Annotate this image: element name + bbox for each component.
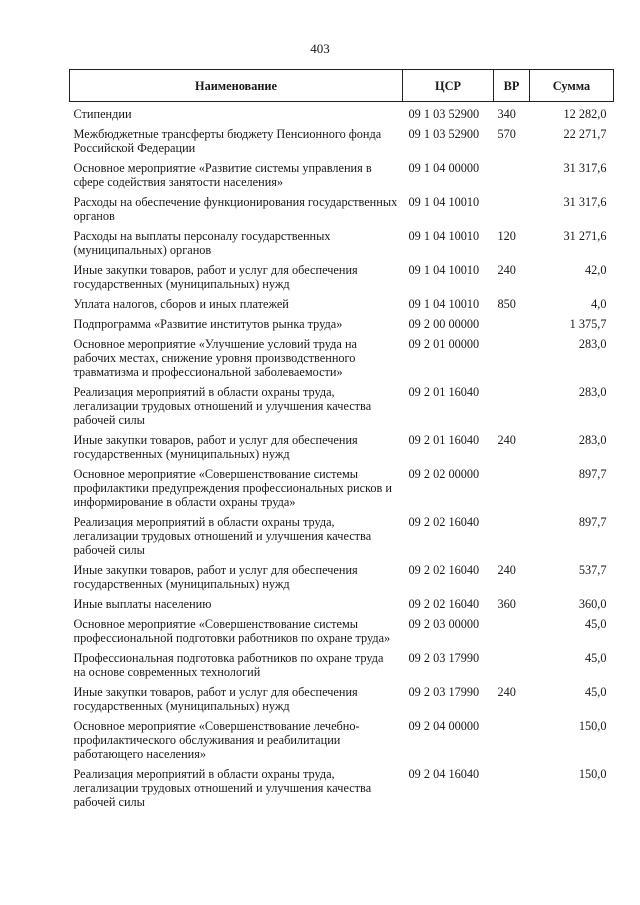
row-sum: 31 317,6	[563, 161, 607, 175]
row-name: Основное мероприятие «Совершенствование системы профессиональной подготовки работников по охране труда»	[73, 617, 391, 645]
table-row	[70, 297, 614, 317]
table-row	[70, 651, 614, 685]
row-vr	[494, 467, 530, 515]
row-csr: 09 2 01 16040	[408, 433, 480, 447]
row-csr: 09 1 03 52900	[408, 107, 480, 121]
row-sum: 45,0	[584, 617, 607, 631]
row-sum: 283,0	[578, 433, 607, 447]
row-sum: 22 271,7	[563, 127, 607, 141]
row-sum: 283,0	[578, 385, 607, 399]
header-vr: ВР	[494, 70, 530, 102]
row-csr: 09 2 03 17990	[408, 651, 480, 665]
row-sum: 45,0	[584, 651, 607, 665]
row-vr	[494, 515, 530, 563]
row-name: Иные закупки товаров, работ и услуг для обеспечения государственных (муниципальных) нужд	[73, 433, 358, 461]
row-vr: 240	[497, 263, 516, 277]
row-vr: 240	[497, 563, 516, 577]
row-name: Иные выплаты населению	[73, 597, 212, 611]
table-row	[70, 767, 614, 815]
table-row	[70, 467, 614, 515]
row-sum: 283,0	[578, 337, 607, 351]
row-vr	[494, 337, 530, 385]
row-name: Основное мероприятие «Развитие системы управления в сфере содействия занятости населения»	[73, 161, 372, 189]
row-csr: 09 2 04 16040	[408, 767, 480, 781]
table-row	[70, 102, 614, 128]
table-row	[70, 385, 614, 433]
header-sum: Сумма	[530, 70, 614, 102]
row-name: Иные закупки товаров, работ и услуг для обеспечения государственных (муниципальных) нужд	[73, 263, 358, 291]
table-body	[70, 102, 614, 816]
row-sum: 4,0	[591, 297, 607, 311]
row-name: Уплата налогов, сборов и иных платежей	[73, 297, 289, 311]
row-name: Реализация мероприятий в области охраны труда, легализации трудовых отношений и улучшения качества рабочей силы	[73, 385, 372, 427]
page-number: 403	[310, 41, 330, 56]
row-csr: 09 2 02 16040	[408, 563, 480, 577]
table-row	[70, 195, 614, 229]
table-header	[70, 70, 614, 102]
row-csr: 09 2 01 00000	[408, 337, 480, 351]
table-row	[70, 127, 614, 161]
row-csr: 09 1 04 10010	[408, 263, 480, 277]
table-row	[70, 337, 614, 385]
row-sum: 150,0	[578, 719, 607, 733]
row-csr: 09 2 01 16040	[408, 385, 480, 399]
row-sum: 897,7	[578, 467, 607, 481]
row-sum: 1 375,7	[569, 317, 607, 331]
row-sum: 45,0	[584, 685, 607, 699]
row-vr	[494, 317, 530, 337]
row-vr: 120	[497, 229, 516, 243]
row-csr: 09 2 03 00000	[408, 617, 480, 631]
row-name: Иные закупки товаров, работ и услуг для обеспечения государственных (муниципальных) нужд	[73, 685, 358, 713]
row-sum: 360,0	[578, 597, 607, 611]
row-csr: 09 2 00 00000	[408, 317, 480, 331]
row-vr: 570	[497, 127, 516, 141]
row-name: Расходы на обеспечение функционирования государственных органов	[73, 195, 398, 223]
row-vr	[494, 385, 530, 433]
row-vr	[494, 719, 530, 767]
header-name: Наименование	[70, 70, 403, 102]
table-row	[70, 597, 614, 617]
row-sum: 31 317,6	[563, 195, 607, 209]
row-sum: 897,7	[578, 515, 607, 529]
row-sum: 150,0	[578, 767, 607, 781]
table-row	[70, 229, 614, 263]
row-csr: 09 2 03 17990	[408, 685, 480, 699]
row-vr: 850	[497, 297, 516, 311]
row-sum: 537,7	[578, 563, 607, 577]
row-name: Основное мероприятие «Совершенствование системы профилактики предупреждения профессиональных рисков и информирование в области охраны труда»	[73, 467, 392, 509]
row-csr: 09 1 04 00000	[408, 161, 480, 175]
row-name: Реализация мероприятий в области охраны труда, легализации трудовых отношений и улучшения качества рабочей силы	[73, 515, 372, 557]
row-name: Подпрограмма «Развитие институтов рынка труда»	[73, 317, 343, 331]
table-row	[70, 515, 614, 563]
row-vr: 360	[497, 597, 516, 611]
table-row	[70, 263, 614, 297]
table-row	[70, 617, 614, 651]
row-vr	[494, 161, 530, 195]
row-csr: 09 1 04 10010	[408, 229, 480, 243]
row-name: Иные закупки товаров, работ и услуг для обеспечения государственных (муниципальных) нужд	[73, 563, 358, 591]
row-name: Основное мероприятие «Улучшение условий труда на рабочих местах, снижение уровня производственного травматизма и профессиональной заболеваемости»	[73, 337, 357, 379]
row-sum: 31 271,6	[563, 229, 607, 243]
row-vr	[494, 767, 530, 815]
row-vr: 240	[497, 433, 516, 447]
row-csr: 09 2 02 16040	[408, 597, 480, 611]
row-sum: 42,0	[584, 263, 607, 277]
row-name: Профессиональная подготовка работников по охране труда на основе современных технологий	[73, 651, 384, 679]
row-csr: 09 2 02 16040	[408, 515, 480, 529]
table-row	[70, 161, 614, 195]
header-row	[70, 70, 614, 102]
budget-table	[69, 69, 614, 815]
table-row	[70, 563, 614, 597]
row-name: Межбюджетные трансферты бюджету Пенсионного фонда Российской Федерации	[73, 127, 382, 155]
row-csr: 09 2 04 00000	[408, 719, 480, 733]
row-vr	[494, 195, 530, 229]
row-vr	[494, 651, 530, 685]
row-sum: 12 282,0	[563, 107, 607, 121]
row-vr: 240	[497, 685, 516, 699]
table-row	[70, 433, 614, 467]
row-csr: 09 1 04 10010	[408, 297, 480, 311]
header-csr: ЦСР	[403, 70, 494, 102]
row-vr: 340	[497, 107, 516, 121]
row-csr: 09 1 03 52900	[408, 127, 480, 141]
table-row	[70, 685, 614, 719]
row-csr: 09 1 04 10010	[408, 195, 480, 209]
row-vr	[494, 617, 530, 651]
row-name: Реализация мероприятий в области охраны труда, легализации трудовых отношений и улучшения качества рабочей силы	[73, 767, 372, 809]
row-name: Стипендии	[73, 107, 132, 121]
table-row	[70, 719, 614, 767]
row-name: Основное мероприятие «Совершенствование лечебно-профилактического обслуживания и реабилитации работающего населения»	[73, 719, 360, 761]
row-name: Расходы на выплаты персоналу государственных (муниципальных) органов	[73, 229, 331, 257]
table-row	[70, 317, 614, 337]
row-csr: 09 2 02 00000	[408, 467, 480, 481]
